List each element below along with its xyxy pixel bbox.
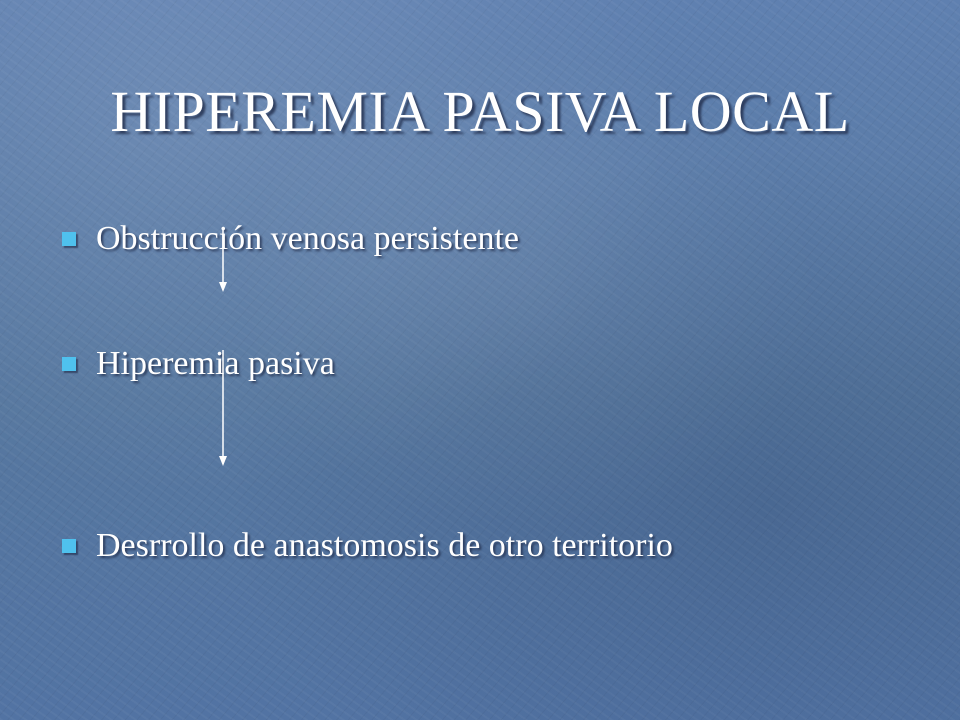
slide-title: HIPEREMIA PASIVA LOCAL	[110, 79, 850, 144]
bullet-item	[62, 345, 335, 383]
bullet-item	[62, 527, 673, 565]
square-bullet-icon	[62, 232, 76, 246]
bullet-text: Hiperemia pasiva	[96, 345, 335, 382]
square-bullet-icon	[62, 357, 76, 371]
bullet-text: Desrrollo de anastomosis de otro territorio	[96, 527, 673, 564]
bullet-item	[62, 220, 519, 258]
bullet-text: Obstrucción venosa persistente	[96, 220, 519, 257]
square-bullet-icon	[62, 539, 76, 553]
